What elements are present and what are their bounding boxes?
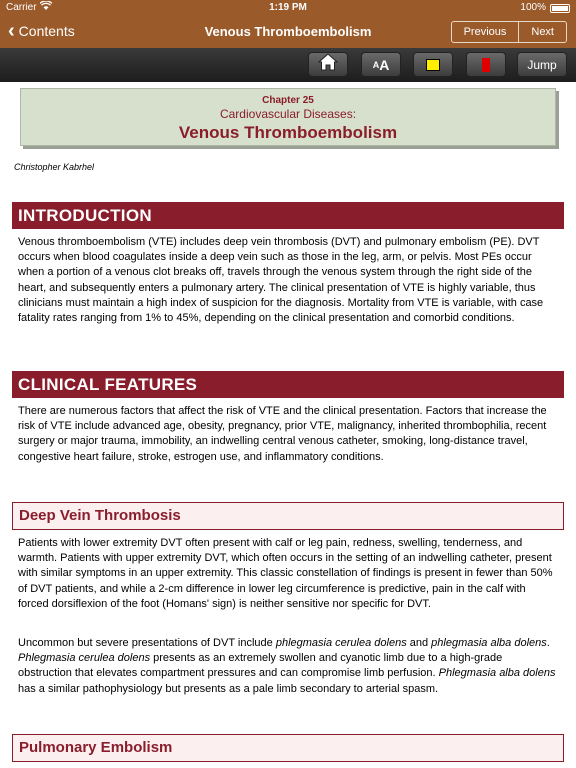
section-heading-clinical-features: CLINICAL FEATURES: [12, 371, 564, 398]
font-big-label: A: [379, 56, 390, 73]
chapter-content[interactable]: [0, 82, 576, 768]
text-run: has a similar pathophysiology but presents as a pale limb secondary to arterial spasm.: [18, 682, 439, 695]
subsection-heading-pe: Pulmonary Embolism: [12, 734, 564, 762]
text-run: Uncommon but severe presentations of DVT include: [18, 637, 276, 649]
red-bookmark-button[interactable]: [466, 52, 506, 77]
back-label: Contents: [18, 23, 75, 39]
italic-term: phlegmasia cerulea dolens: [275, 637, 407, 649]
prev-next-segmented-control: [451, 21, 567, 43]
font-size-button[interactable]: [361, 52, 401, 77]
chapter-title: Venous Thromboembolism: [178, 123, 398, 142]
battery-icon: [550, 4, 570, 13]
clock: 1:19 PM: [269, 2, 307, 13]
battery-percent: 100%: [520, 2, 546, 13]
italic-term: Phlegmasia alba dolens: [438, 667, 556, 680]
page-title: Venous Thromboembolism: [204, 24, 372, 39]
home-button[interactable]: [308, 52, 348, 77]
toolbar: [0, 48, 576, 82]
italic-term: phlegmasia alba dolens: [431, 637, 547, 649]
yellow-highlight-button[interactable]: [413, 52, 453, 77]
next-button[interactable]: Next: [518, 22, 566, 42]
text-run: .: [546, 637, 550, 649]
yellow-highlight-icon: [426, 59, 440, 71]
introduction-paragraph: Venous thromboembolism (VTE) includes deep vein thrombosis (DVT) and pulmonary embolism (PE). DVT occurs when blood coagulates inside a deep vein such as those in the leg, arm, or pelvis. Most PEs occur when a portion of a venous clot breaks off, travels through the venous system through the right side of the heart, and subsequently enters a pulmonary artery. The clinical presentation of VTE is highly variable, thus clinicians must maintain a high index of suspicion for the diagnosis. Mortality from VTE is variable, with case fatality rates ranging from 1% to 45%, depending on the clinical presentation and comorbid conditions.: [18, 236, 544, 325]
italic-term: Phlegmasia cerulea dolens: [18, 652, 151, 665]
author-name: Christopher Kabrhel: [14, 162, 95, 172]
section-heading-introduction: INTRODUCTION: [12, 202, 564, 229]
text-run: presents as an extremely swollen and cyanotic limb due to a high-grade obstruction that elevates compartment pressures and can compromise limb perfusion.: [18, 652, 503, 680]
status-bar: [0, 0, 576, 16]
chapter-subtitle: Cardiovascular Diseases:: [219, 107, 357, 121]
dvt-paragraph-2: [18, 636, 556, 697]
carrier-label: Carrier: [6, 2, 37, 13]
previous-button[interactable]: Previous: [463, 26, 507, 38]
chapter-header: [20, 88, 556, 146]
navigation-bar: [0, 16, 576, 48]
dvt-paragraph-1: Patients with lower extremity DVT often present with calf or leg pain, redness, swelling, tenderness, and warmth. Patients with upper extremity DVT, which often occurs in the setting of an indwelling catheter, present with similar symptoms in an upper extremity. This classic constellation of findings is present in fewer than 50% of DVT patients, and while a 2-cm difference in lower leg circumference is predictive, pain in the calf with forced dorsiflexion of the foot (Homans' sign) is neither sensitive nor specific for DVT.: [18, 537, 553, 610]
font-small-label: A: [372, 59, 380, 70]
jump-button[interactable]: Jump: [517, 52, 567, 77]
clinical-features-paragraph: There are numerous factors that affect the risk of VTE and the clinical presentation. Factors that increase the risk of VTE include advanced age, obesity, pregnancy, prior VTE, malignancy, inherited thrombophilia, recent surgery or major trauma, immobility, an indwelling central venous catheter, smoking, long-distance travel, congestive heart failure, stroke, estrogen use, and inflammatory conditions.: [18, 405, 547, 463]
red-bookmark-icon: [482, 58, 490, 72]
subsection-heading-dvt: Deep Vein Thrombosis: [12, 502, 564, 530]
chapter-number: Chapter 25: [262, 95, 314, 106]
chevron-left-icon: ‹: [8, 20, 15, 42]
home-icon: [318, 53, 338, 76]
text-run: and: [406, 637, 432, 649]
